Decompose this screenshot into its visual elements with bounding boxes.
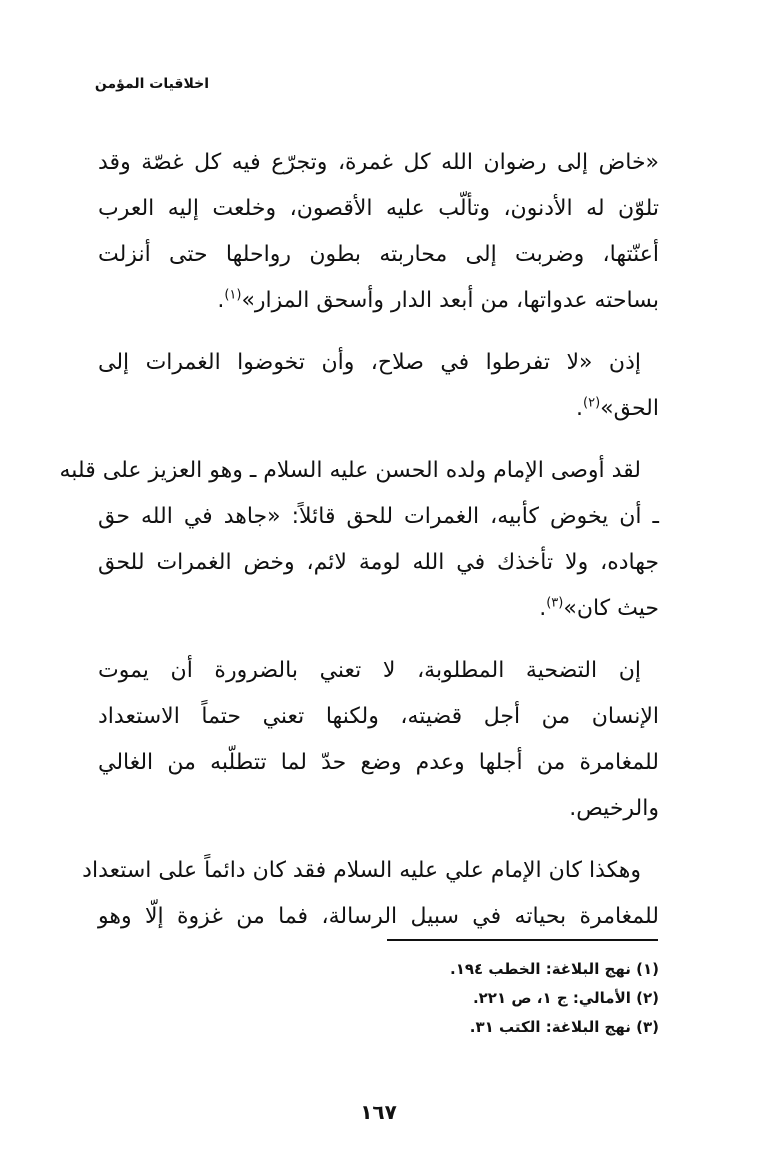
footnote-ref: (٣) xyxy=(546,595,564,611)
text-line: لقد أوصى الإمام ولده الحسن عليه السلام ـ وهو العزيز على قلبه xyxy=(59,458,641,483)
footnote: (١) نهج البلاغة: الخطب ١٩٤. xyxy=(450,960,659,978)
footnote-ref: (٢) xyxy=(583,395,601,411)
text-line: إن التضحية المطلوبة، لا تعني بالضرورة أن يموت xyxy=(98,658,641,683)
paragraph xyxy=(82,848,659,940)
text-line-content: بساحته عدواتها، من أبعد الدار وأسحق المزار» xyxy=(241,288,659,313)
footnotes xyxy=(239,955,659,1042)
paragraph xyxy=(98,340,659,432)
footnote-ref: (١) xyxy=(224,287,242,303)
paragraph xyxy=(98,648,659,832)
text-line: حيث كان»$^{(٣)}$. xyxy=(539,595,659,621)
text-line: والرخيص. xyxy=(569,796,659,821)
footnote: (٢) الأمالي: ج ١، ص ٢٢١. xyxy=(472,989,659,1007)
text-line: إذن «لا تفرطوا في صلاح، وأن تخوضوا الغمرات إلى xyxy=(98,350,641,375)
paragraph xyxy=(59,448,659,632)
text-line: بساحته عدواتها، من أبعد الدار وأسحق المزار»$^{(١)}$. xyxy=(217,287,659,313)
text-line: ـ أن يخوض كأبيه، الغمرات للحق قائلاً: «جاهد في الله حق xyxy=(98,504,659,529)
text-line: جهاده، ولا تأخذك في الله لومة لائم، وخض الغمرات للحق xyxy=(98,550,659,575)
text-line: تلوّن له الأدنون، وتألّب عليه الأقصون، وخلعت إليه العرب xyxy=(98,196,659,221)
text-line: للمغامرة من أجلها وعدم وضع حدّ لما تتطلّبه من الغالي xyxy=(98,750,659,775)
text-line: وهكذا كان الإمام علي عليه السلام فقد كان دائماً على استعداد xyxy=(82,858,641,883)
page-number: ١٦٧ xyxy=(360,1100,397,1124)
body-text xyxy=(59,140,659,940)
running-header: اخلاقيات المؤمن xyxy=(94,76,209,92)
text-line: الإنسان من أجل قضيته، ولكنها تعني حتماً الاستعداد xyxy=(98,704,659,729)
text-line: «خاض إلى رضوان الله كل غمرة، وتجرّع فيه كل غصّة وقد xyxy=(98,150,659,175)
footnote: (٣) نهج البلاغة: الكتب ٣١. xyxy=(469,1018,659,1036)
footnote-divider xyxy=(387,939,658,941)
text-line: الحق»$^{(٢)}$. xyxy=(576,395,659,421)
text-line: للمغامرة بحياته في سبيل الرسالة، فما من غزوة إلّا وهو xyxy=(98,904,659,929)
text-line-content: حيث كان» xyxy=(563,596,659,621)
text-line-content: الحق» xyxy=(600,396,659,421)
text-line: أعنّتها، وضربت إلى محاربته بطون رواحلها حتى أنزلت xyxy=(98,242,659,267)
paragraph xyxy=(98,140,659,324)
